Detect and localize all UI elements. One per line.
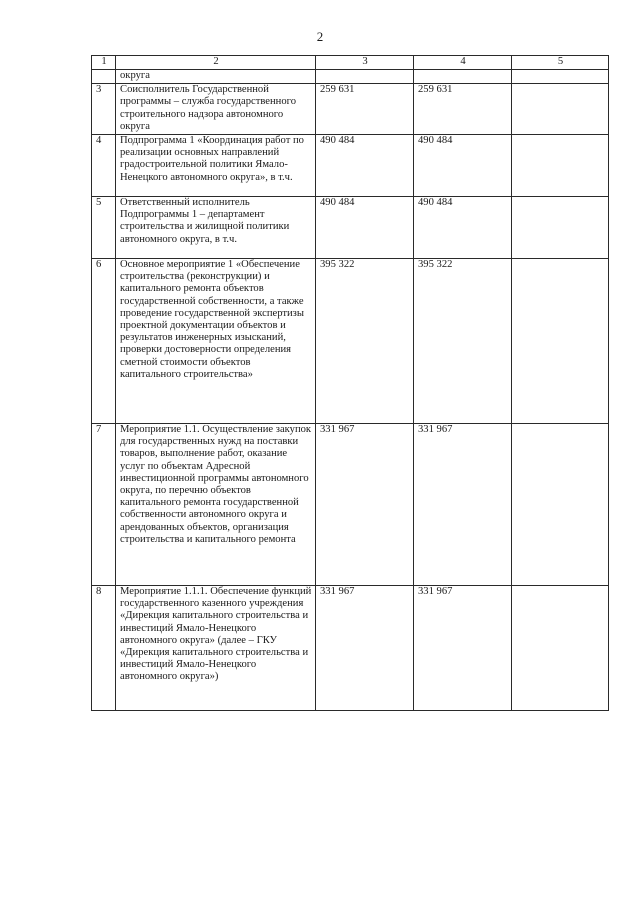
row-name: Подпрограмма 1 «Координация работ по реализации основных направлений градостроительной политики Ямало-Ненецкого автономного округа», в т.ч.	[116, 135, 316, 197]
row-col4: 331 967	[414, 424, 512, 586]
row-col5	[512, 70, 609, 84]
page-number: 2	[316, 29, 324, 44]
table-row	[92, 70, 609, 84]
row-col5	[512, 259, 609, 424]
row-col4: 490 484	[414, 197, 512, 259]
row-number	[92, 70, 116, 84]
row-number: 5	[92, 197, 116, 259]
row-col3: 395 322	[316, 259, 414, 424]
row-col3	[316, 70, 414, 84]
row-col5	[512, 197, 609, 259]
table-row	[92, 84, 609, 135]
row-col3: 331 967	[316, 586, 414, 711]
row-number: 7	[92, 424, 116, 586]
row-col5	[512, 586, 609, 711]
row-col4	[414, 70, 512, 84]
row-number: 4	[92, 135, 116, 197]
row-col3: 331 967	[316, 424, 414, 586]
row-col4: 395 322	[414, 259, 512, 424]
row-col4: 331 967	[414, 586, 512, 711]
table-row	[92, 197, 609, 259]
table-row	[92, 135, 609, 197]
row-col5	[512, 424, 609, 586]
table-row	[92, 424, 609, 586]
row-name: Ответственный исполнитель Подпрограммы 1 – департамент строительства и жилищной политики автономного округа, в т.ч.	[116, 197, 316, 259]
row-col3: 490 484	[316, 197, 414, 259]
table-row	[92, 259, 609, 424]
header-col-2: 2	[116, 56, 316, 70]
row-col3: 259 631	[316, 84, 414, 135]
row-col4: 490 484	[414, 135, 512, 197]
budget-table	[91, 55, 609, 711]
row-name: Соисполнитель Государственной программы – служба государственного строительного надзора автономного округа	[116, 84, 316, 135]
row-col4: 259 631	[414, 84, 512, 135]
row-name: Мероприятие 1.1. Осуществление закупок для государственных нужд на поставки товаров, выполнение работ, оказание услуг по объектам Адресной инвестиционной программы автономного округа, по перечню объектов капитального ремонта государственной собственности автономного округа и арендованных объектов, организация строительства и капитального ремонта	[116, 424, 316, 586]
row-col5	[512, 135, 609, 197]
header-col-3: 3	[316, 56, 414, 70]
row-name: Основное мероприятие 1 «Обеспечение строительства (реконструкции) и капитального ремонта объектов государственной собственности, а также проведение государственной экспертизы проектной документации объектов и результатов инженерных изысканий, проверки достоверности определения сметной стоимости объектов капитального строительства»	[116, 259, 316, 424]
header-col-1: 1	[92, 56, 116, 70]
row-number: 3	[92, 84, 116, 135]
row-name: округа	[116, 70, 316, 84]
table-row	[92, 586, 609, 711]
table-header-row	[92, 56, 609, 70]
row-number: 8	[92, 586, 116, 711]
row-number: 6	[92, 259, 116, 424]
row-col5	[512, 84, 609, 135]
row-name: Мероприятие 1.1.1. Обеспечение функций государственного казенного учреждения «Дирекция капитального строительства и инвестиций Ямало-Ненецкого автономного округа» (далее – ГКУ «Дирекция капитального строительства и инвестиций Ямало-Ненецкого автономного округа»)	[116, 586, 316, 711]
row-col3: 490 484	[316, 135, 414, 197]
header-col-5: 5	[512, 56, 609, 70]
header-col-4: 4	[414, 56, 512, 70]
